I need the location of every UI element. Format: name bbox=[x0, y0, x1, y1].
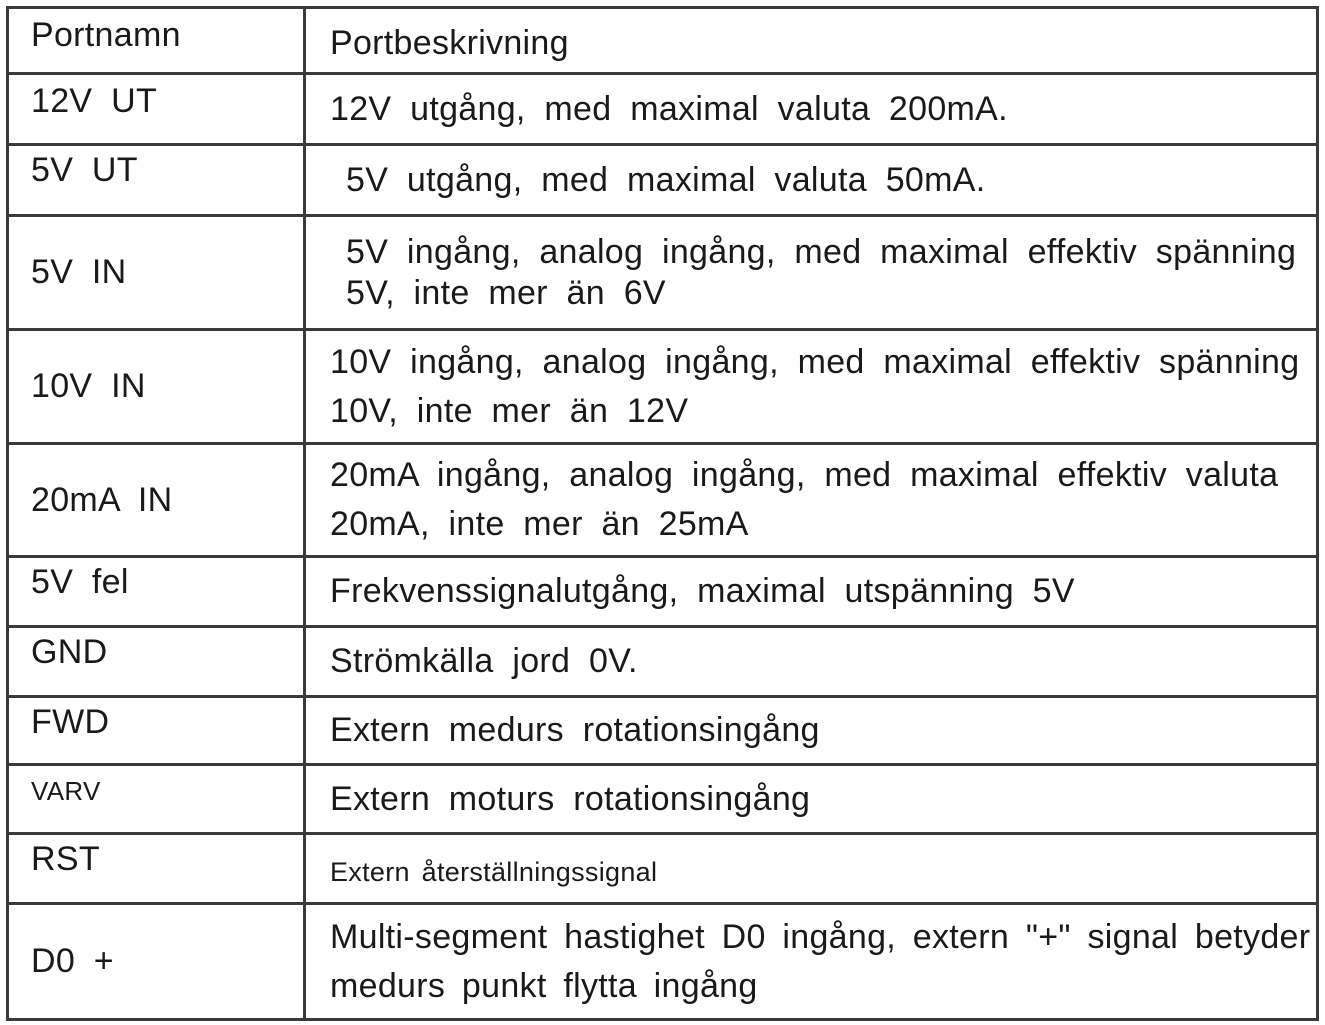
description-line: 10V ingång, analog ingång, med maximal effektiv spänning bbox=[330, 342, 1300, 381]
port-description bbox=[305, 627, 1318, 697]
port-name: 20mA IN bbox=[8, 444, 305, 557]
header-row bbox=[8, 8, 1318, 74]
port-description bbox=[305, 74, 1318, 145]
header-port-description: Portbeskrivning bbox=[305, 8, 1318, 74]
port-description bbox=[305, 834, 1318, 904]
table-row bbox=[8, 557, 1318, 627]
table-row bbox=[8, 444, 1318, 557]
port-description bbox=[305, 697, 1318, 765]
port-description bbox=[305, 765, 1318, 834]
description-line: 5V, inte mer än 6V bbox=[346, 273, 666, 312]
description-line: Strömkälla jord 0V. bbox=[330, 642, 638, 681]
description-line: Extern moturs rotationsingång bbox=[330, 779, 811, 818]
description-line: 5V utgång, med maximal valuta 50mA. bbox=[346, 160, 986, 199]
port-description bbox=[305, 216, 1318, 330]
port-name: 12V UT bbox=[8, 74, 305, 145]
port-description bbox=[305, 330, 1318, 444]
description-line: Multi-segment hastighet D0 ingång, extern "+" signal betyder bbox=[330, 917, 1311, 956]
header-port-name: Portnamn bbox=[8, 8, 305, 74]
port-description bbox=[305, 145, 1318, 216]
table-row bbox=[8, 697, 1318, 765]
port-name: 5V UT bbox=[8, 145, 305, 216]
table-row bbox=[8, 834, 1318, 904]
description-line: 5V ingång, analog ingång, med maximal effektiv spänning bbox=[346, 232, 1297, 271]
port-description bbox=[305, 444, 1318, 557]
description-line: 20mA ingång, analog ingång, med maximal effektiv valuta bbox=[330, 456, 1279, 495]
port-description-table bbox=[6, 6, 1319, 1021]
port-name: VARV bbox=[8, 765, 305, 834]
port-description bbox=[305, 557, 1318, 627]
table-row bbox=[8, 216, 1318, 330]
description-line: Frekvenssignalutgång, maximal utspänning 5V bbox=[330, 572, 1075, 611]
description-line: Extern återställningssignal bbox=[330, 857, 658, 888]
description-line: Extern medurs rotationsingång bbox=[330, 711, 820, 750]
description-line: medurs punkt flytta ingång bbox=[330, 966, 758, 1005]
table-row bbox=[8, 74, 1318, 145]
port-name: 5V fel bbox=[8, 557, 305, 627]
port-name: GND bbox=[8, 627, 305, 697]
port-name: 10V IN bbox=[8, 330, 305, 444]
table-row bbox=[8, 330, 1318, 444]
description-line: 10V, inte mer än 12V bbox=[330, 391, 689, 430]
port-description bbox=[305, 904, 1318, 1020]
port-name: FWD bbox=[8, 697, 305, 765]
description-line: 20mA, inte mer än 25mA bbox=[330, 505, 749, 543]
table-row bbox=[8, 145, 1318, 216]
port-name: RST bbox=[8, 834, 305, 904]
table-row bbox=[8, 904, 1318, 1020]
description-line: 12V utgång, med maximal valuta 200mA. bbox=[330, 89, 1008, 128]
port-name: D0 + bbox=[8, 904, 305, 1020]
table-row bbox=[8, 627, 1318, 697]
port-name: 5V IN bbox=[8, 216, 305, 330]
table-row bbox=[8, 765, 1318, 834]
